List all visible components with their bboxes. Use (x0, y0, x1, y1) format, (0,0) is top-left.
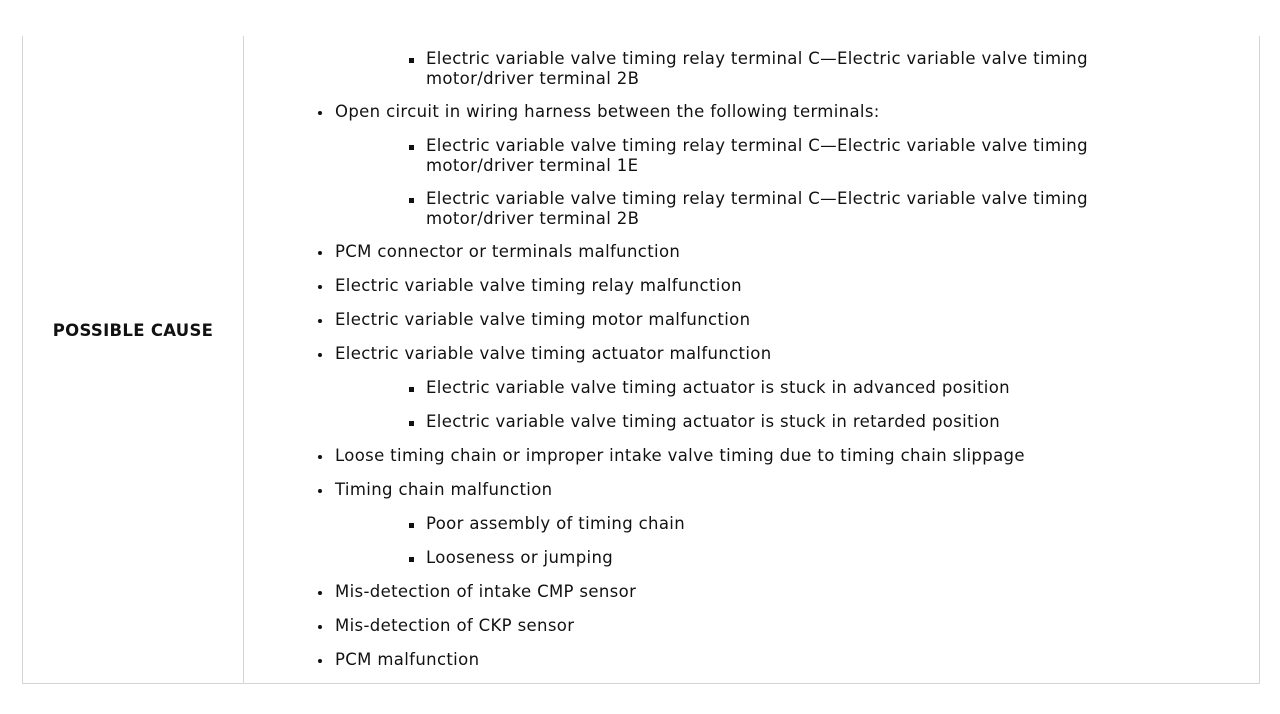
round-bullet-icon (318, 319, 322, 323)
list-item (335, 310, 750, 330)
list-item (335, 616, 574, 636)
round-bullet-icon (318, 591, 322, 595)
list-item-sub (426, 378, 1186, 398)
list-item-text: Loose timing chain or improper intake valve timing due to timing chain slippage (335, 446, 1025, 465)
list-item-text: PCM malfunction (335, 650, 480, 669)
list-item-text: Poor assembly of timing chain (426, 514, 686, 533)
square-bullet-icon (409, 387, 414, 392)
list-item-text: Open circuit in wiring harness between the following terminals: (335, 102, 880, 121)
list-item (335, 650, 479, 670)
possible-cause-label: POSSIBLE CAUSE (52, 321, 214, 340)
square-bullet-icon (409, 198, 414, 203)
list-item (335, 102, 880, 122)
list-item (335, 446, 1025, 466)
round-bullet-icon (318, 251, 322, 255)
list-item-text: Timing chain malfunction (335, 480, 553, 499)
square-bullet-icon (409, 523, 414, 528)
list-item-text: PCM connector or terminals malfunction (335, 242, 681, 261)
list-item-sub (426, 514, 1186, 534)
square-bullet-icon (409, 421, 414, 426)
list-item-text: Electric variable valve timing actuator is stuck in advanced position (426, 378, 1010, 397)
list-item-text: Mis-detection of intake CMP sensor (335, 582, 637, 601)
list-item-text: Electric variable valve timing relay terminal C—Electric variable valve timing motor/driver terminal 1E (426, 136, 1088, 175)
list-item-text: Electric variable valve timing actuator is stuck in retarded position (426, 412, 1001, 431)
round-bullet-icon (318, 455, 322, 459)
list-item-sub (426, 548, 1186, 568)
round-bullet-icon (318, 659, 322, 663)
list-item-text: Electric variable valve timing relay terminal C—Electric variable valve timing motor/driver terminal 2B (426, 49, 1088, 88)
cause-list (245, 36, 1259, 683)
list-item-text: Electric variable valve timing relay terminal C—Electric variable valve timing motor/driver terminal 2B (426, 189, 1088, 228)
list-item (335, 242, 680, 262)
list-item-text: Electric variable valve timing actuator malfunction (335, 344, 772, 363)
round-bullet-icon (318, 285, 322, 289)
list-item (335, 582, 636, 602)
list-item-text: Mis-detection of CKP sensor (335, 616, 575, 635)
round-bullet-icon (318, 625, 322, 629)
label-cell (23, 36, 244, 683)
list-item (335, 480, 553, 500)
square-bullet-icon (409, 145, 414, 150)
list-item-sub (426, 136, 1186, 176)
round-bullet-icon (318, 111, 322, 115)
list-item (335, 344, 772, 364)
square-bullet-icon (409, 58, 414, 63)
possible-cause-table (22, 36, 1260, 684)
round-bullet-icon (318, 353, 322, 357)
list-item-text: Looseness or jumping (426, 548, 614, 567)
list-item (335, 276, 742, 296)
list-item-sub (426, 412, 1186, 432)
list-item-sub (426, 189, 1186, 229)
list-item-text: Electric variable valve timing motor malfunction (335, 310, 751, 329)
square-bullet-icon (409, 557, 414, 562)
round-bullet-icon (318, 489, 322, 493)
list-item-sub (426, 49, 1186, 89)
list-item-text: Electric variable valve timing relay malfunction (335, 276, 742, 295)
